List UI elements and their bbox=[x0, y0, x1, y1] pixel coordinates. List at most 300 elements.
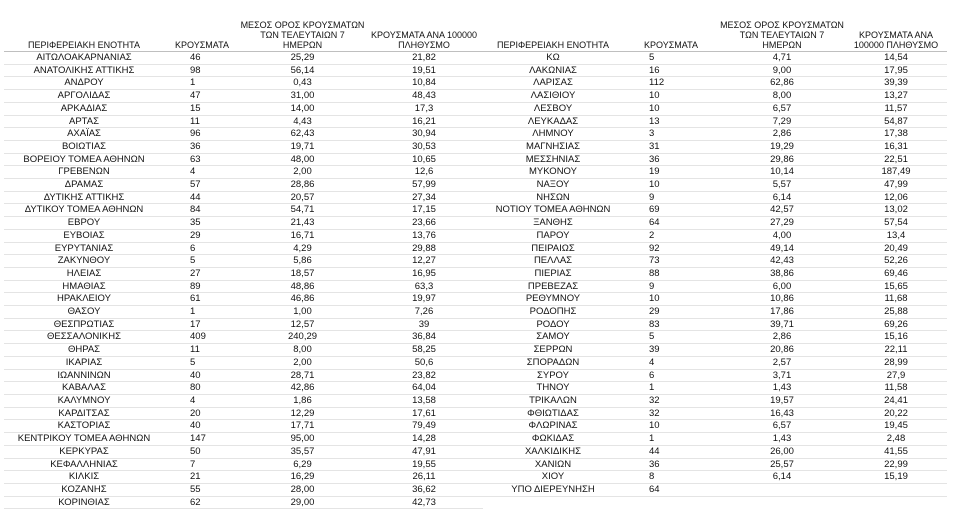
unit-name-cell: ΜΥΚΟΝΟΥ bbox=[483, 166, 623, 179]
unit-name-cell: ΔΡΑΜΑΣ bbox=[4, 179, 164, 192]
cases-cell: 3 bbox=[623, 128, 719, 141]
cases-cell: 89 bbox=[164, 280, 240, 293]
table-row bbox=[4, 293, 483, 306]
per100k-cell: 7,26 bbox=[365, 306, 483, 319]
unit-name-cell: ΛΑΣΙΘΙΟΥ bbox=[483, 90, 623, 103]
cases-cell: 69 bbox=[623, 204, 719, 217]
unit-name-cell: ΑΙΤΩΛΟΑΚΑΡΝΑΝΙΑΣ bbox=[4, 52, 164, 65]
cases-cell: 4 bbox=[164, 394, 240, 407]
unit-name-cell: ΛΗΜΝΟΥ bbox=[483, 128, 623, 141]
header-per100k: ΚΡΟΥΣΜΑΤΑ ΑΝΑ 100000 ΠΛΗΘΥΣΜΟ bbox=[845, 12, 947, 52]
unit-name-cell: ΦΛΩΡΙΝΑΣ bbox=[483, 420, 623, 433]
unit-name-cell: ΖΑΚΥΝΘΟΥ bbox=[4, 255, 164, 268]
per100k-cell: 14,54 bbox=[845, 52, 947, 65]
avg7-cell: 4,43 bbox=[240, 115, 365, 128]
unit-name-cell: ΛΕΣΒΟΥ bbox=[483, 102, 623, 115]
table-row bbox=[483, 166, 947, 179]
table-row bbox=[4, 229, 483, 242]
avg7-cell: 240,29 bbox=[240, 331, 365, 344]
per100k-cell: 13,02 bbox=[845, 204, 947, 217]
table-row bbox=[4, 471, 483, 484]
unit-name-cell: ΙΩΑΝΝΙΝΩΝ bbox=[4, 369, 164, 382]
unit-name-cell: ΒΟΙΩΤΙΑΣ bbox=[4, 140, 164, 153]
table-row bbox=[4, 179, 483, 192]
cases-cell: 6 bbox=[623, 369, 719, 382]
per100k-cell: 63,3 bbox=[365, 280, 483, 293]
unit-name-cell: ΔΥΤΙΚΗΣ ΑΤΤΙΚΗΣ bbox=[4, 191, 164, 204]
cases-cell: 1 bbox=[164, 306, 240, 319]
avg7-cell: 62,86 bbox=[719, 77, 845, 90]
unit-name-cell: ΝΗΣΩΝ bbox=[483, 191, 623, 204]
per100k-cell: 20,49 bbox=[845, 242, 947, 255]
unit-name-cell: ΔΥΤΙΚΟΥ ΤΟΜΕΑ ΑΘΗΝΩΝ bbox=[4, 204, 164, 217]
avg7-cell: 2,86 bbox=[719, 331, 845, 344]
cases-cell: 10 bbox=[623, 102, 719, 115]
per100k-cell: 17,15 bbox=[365, 204, 483, 217]
unit-name-cell: ΚΑΡΔΙΤΣΑΣ bbox=[4, 407, 164, 420]
per100k-cell: 17,38 bbox=[845, 128, 947, 141]
unit-name-cell: ΗΡΑΚΛΕΙΟΥ bbox=[4, 293, 164, 306]
avg7-cell: 1,86 bbox=[240, 394, 365, 407]
per100k-cell: 30,94 bbox=[365, 128, 483, 141]
cases-cell: 5 bbox=[164, 356, 240, 369]
unit-name-cell: ΡΟΔΟΥ bbox=[483, 318, 623, 331]
table-row bbox=[4, 242, 483, 255]
cases-cell: 11 bbox=[164, 115, 240, 128]
cases-cell: 36 bbox=[623, 153, 719, 166]
table-row bbox=[4, 64, 483, 77]
cases-cell: 1 bbox=[623, 433, 719, 446]
avg7-cell: 19,57 bbox=[719, 394, 845, 407]
unit-name-cell: ΑΝΑΤΟΛΙΚΗΣ ΑΤΤΙΚΗΣ bbox=[4, 64, 164, 77]
table-row bbox=[483, 318, 947, 331]
per100k-cell: 13,27 bbox=[845, 90, 947, 103]
cases-cell: 8 bbox=[623, 471, 719, 484]
table-row bbox=[483, 128, 947, 141]
table-row bbox=[483, 382, 947, 395]
table-row bbox=[4, 52, 483, 65]
unit-name-cell: ΓΡΕΒΕΝΩΝ bbox=[4, 166, 164, 179]
avg7-cell: 42,57 bbox=[719, 204, 845, 217]
cases-cell: 5 bbox=[164, 255, 240, 268]
table-row bbox=[483, 191, 947, 204]
avg7-cell: 6,00 bbox=[719, 280, 845, 293]
unit-name-cell: ΜΑΓΝΗΣΙΑΣ bbox=[483, 140, 623, 153]
unit-name-cell: ΛΑΡΙΣΑΣ bbox=[483, 77, 623, 90]
per100k-cell: 14,28 bbox=[365, 433, 483, 446]
avg7-cell: 25,29 bbox=[240, 52, 365, 65]
per100k-cell: 25,88 bbox=[845, 306, 947, 319]
avg7-cell: 12,57 bbox=[240, 318, 365, 331]
table-row bbox=[4, 204, 483, 217]
avg7-cell: 12,29 bbox=[240, 407, 365, 420]
avg7-cell: 7,29 bbox=[719, 115, 845, 128]
cases-cell: 16 bbox=[623, 64, 719, 77]
per100k-cell: 41,55 bbox=[845, 445, 947, 458]
table-row bbox=[4, 90, 483, 103]
table-row bbox=[4, 255, 483, 268]
per100k-cell: 19,51 bbox=[365, 64, 483, 77]
table-header-row bbox=[483, 12, 947, 52]
table-row bbox=[483, 217, 947, 230]
table-row bbox=[483, 369, 947, 382]
per100k-cell: 16,21 bbox=[365, 115, 483, 128]
per100k-cell: 22,51 bbox=[845, 153, 947, 166]
table-header-row bbox=[4, 12, 483, 52]
table-row bbox=[4, 140, 483, 153]
unit-name-cell: ΚΩ bbox=[483, 52, 623, 65]
unit-name-cell: ΚΑΒΑΛΑΣ bbox=[4, 382, 164, 395]
per100k-cell: 187,49 bbox=[845, 166, 947, 179]
cases-cell: 44 bbox=[623, 445, 719, 458]
unit-name-cell: ΘΑΣΟΥ bbox=[4, 306, 164, 319]
header-cases: ΚΡΟΥΣΜΑΤΑ bbox=[623, 12, 719, 52]
unit-name-cell: ΑΝΔΡΟΥ bbox=[4, 77, 164, 90]
table-row bbox=[483, 394, 947, 407]
cases-cell: 9 bbox=[623, 191, 719, 204]
table-row bbox=[4, 267, 483, 280]
per100k-cell: 64,04 bbox=[365, 382, 483, 395]
avg7-cell: 48,00 bbox=[240, 153, 365, 166]
per100k-cell: 20,22 bbox=[845, 407, 947, 420]
per100k-cell: 11,57 bbox=[845, 102, 947, 115]
avg7-cell: 54,71 bbox=[240, 204, 365, 217]
cases-cell: 92 bbox=[623, 242, 719, 255]
table-row bbox=[483, 179, 947, 192]
per100k-cell: 12,6 bbox=[365, 166, 483, 179]
cases-cell: 46 bbox=[164, 52, 240, 65]
per100k-cell: 13,4 bbox=[845, 229, 947, 242]
cases-cell: 84 bbox=[164, 204, 240, 217]
avg7-cell: 2,86 bbox=[719, 128, 845, 141]
cases-cell: 57 bbox=[164, 179, 240, 192]
avg7-cell: 29,86 bbox=[719, 153, 845, 166]
header-per100k: ΚΡΟΥΣΜΑΤΑ ΑΝΑ 100000 ΠΛΗΘΥΣΜΟ bbox=[365, 12, 483, 52]
avg7-cell: 16,43 bbox=[719, 407, 845, 420]
per100k-cell: 23,82 bbox=[365, 369, 483, 382]
cases-cell: 4 bbox=[623, 356, 719, 369]
cases-cell: 10 bbox=[623, 420, 719, 433]
table-row bbox=[4, 433, 483, 446]
unit-name-cell: ΒΟΡΕΙΟΥ ΤΟΜΕΑ ΑΘΗΝΩΝ bbox=[4, 153, 164, 166]
per100k-cell: 54,87 bbox=[845, 115, 947, 128]
unit-name-cell: ΑΡΤΑΣ bbox=[4, 115, 164, 128]
table-row bbox=[483, 420, 947, 433]
avg7-cell: 29,00 bbox=[240, 496, 365, 509]
cases-cell: 11 bbox=[164, 344, 240, 357]
table-row bbox=[483, 293, 947, 306]
unit-name-cell: ΑΡΚΑΔΙΑΣ bbox=[4, 102, 164, 115]
table-row bbox=[4, 458, 483, 471]
table-row bbox=[483, 255, 947, 268]
unit-name-cell: ΤΗΝΟΥ bbox=[483, 382, 623, 395]
avg7-cell: 6,14 bbox=[719, 471, 845, 484]
per100k-cell: 16,95 bbox=[365, 267, 483, 280]
table-row bbox=[483, 90, 947, 103]
table-row bbox=[483, 153, 947, 166]
per100k-cell: 19,55 bbox=[365, 458, 483, 471]
per100k-cell: 13,76 bbox=[365, 229, 483, 242]
per100k-cell: 21,82 bbox=[365, 52, 483, 65]
table-row bbox=[483, 52, 947, 65]
unit-name-cell: ΚΟΡΙΝΘΙΑΣ bbox=[4, 496, 164, 509]
per100k-cell: 12,06 bbox=[845, 191, 947, 204]
table-row bbox=[4, 77, 483, 90]
avg7-cell: 6,14 bbox=[719, 191, 845, 204]
table-row bbox=[483, 204, 947, 217]
per100k-cell bbox=[845, 483, 947, 496]
cases-cell: 40 bbox=[164, 420, 240, 433]
avg7-cell: 20,86 bbox=[719, 344, 845, 357]
unit-name-cell: ΧΙΟΥ bbox=[483, 471, 623, 484]
cases-cell: 31 bbox=[623, 140, 719, 153]
unit-name-cell: ΠΡΕΒΕΖΑΣ bbox=[483, 280, 623, 293]
cases-cell: 21 bbox=[164, 471, 240, 484]
cases-cell: 36 bbox=[164, 140, 240, 153]
per100k-cell: 52,26 bbox=[845, 255, 947, 268]
cases-cell: 6 bbox=[164, 242, 240, 255]
per100k-cell: 19,97 bbox=[365, 293, 483, 306]
avg7-cell: 6,29 bbox=[240, 458, 365, 471]
cases-cell: 409 bbox=[164, 331, 240, 344]
avg7-cell bbox=[719, 483, 845, 496]
cases-cell: 61 bbox=[164, 293, 240, 306]
avg7-cell: 8,00 bbox=[719, 90, 845, 103]
avg7-cell: 4,71 bbox=[719, 52, 845, 65]
unit-name-cell: ΥΠΟ ΔΙΕΡΕΥΝΗΣΗ bbox=[483, 483, 623, 496]
table-row bbox=[483, 331, 947, 344]
per100k-cell: 22,99 bbox=[845, 458, 947, 471]
table-row bbox=[4, 331, 483, 344]
per100k-cell: 2,48 bbox=[845, 433, 947, 446]
per100k-cell: 69,46 bbox=[845, 267, 947, 280]
cases-cell: 29 bbox=[623, 306, 719, 319]
unit-name-cell: ΡΕΘΥΜΝΟΥ bbox=[483, 293, 623, 306]
avg7-cell: 21,43 bbox=[240, 217, 365, 230]
per100k-cell: 10,65 bbox=[365, 153, 483, 166]
table-row bbox=[483, 407, 947, 420]
table-row bbox=[483, 280, 947, 293]
unit-name-cell: ΠΕΛΛΑΣ bbox=[483, 255, 623, 268]
table-row bbox=[483, 77, 947, 90]
avg7-cell: 49,14 bbox=[719, 242, 845, 255]
unit-name-cell: ΣΥΡΟΥ bbox=[483, 369, 623, 382]
table-body-left bbox=[4, 52, 483, 509]
table-row bbox=[4, 153, 483, 166]
avg7-cell: 0,43 bbox=[240, 77, 365, 90]
table-row bbox=[483, 229, 947, 242]
table-row bbox=[483, 458, 947, 471]
unit-name-cell: ΗΜΑΘΙΑΣ bbox=[4, 280, 164, 293]
unit-name-cell: ΦΘΙΩΤΙΔΑΣ bbox=[483, 407, 623, 420]
per100k-cell: 48,43 bbox=[365, 90, 483, 103]
cases-cell: 64 bbox=[623, 217, 719, 230]
cases-cell: 19 bbox=[623, 166, 719, 179]
table-row bbox=[483, 242, 947, 255]
table-row bbox=[4, 356, 483, 369]
avg7-cell: 19,29 bbox=[719, 140, 845, 153]
avg7-cell: 38,86 bbox=[719, 267, 845, 280]
avg7-cell: 18,57 bbox=[240, 267, 365, 280]
per100k-cell: 17,3 bbox=[365, 102, 483, 115]
avg7-cell: 8,00 bbox=[240, 344, 365, 357]
unit-name-cell: ΕΒΡΟΥ bbox=[4, 217, 164, 230]
avg7-cell: 10,14 bbox=[719, 166, 845, 179]
cases-cell: 40 bbox=[164, 369, 240, 382]
avg7-cell: 9,00 bbox=[719, 64, 845, 77]
cases-table-left bbox=[4, 12, 483, 509]
cases-cell: 10 bbox=[623, 293, 719, 306]
cases-cell: 15 bbox=[164, 102, 240, 115]
cases-cell: 44 bbox=[164, 191, 240, 204]
avg7-cell: 2,00 bbox=[240, 356, 365, 369]
unit-name-cell: ΚΙΛΚΙΣ bbox=[4, 471, 164, 484]
unit-name-cell: ΑΧΑΪΑΣ bbox=[4, 128, 164, 141]
per100k-cell: 12,27 bbox=[365, 255, 483, 268]
table-row bbox=[4, 280, 483, 293]
unit-name-cell: ΘΕΣΠΡΩΤΙΑΣ bbox=[4, 318, 164, 331]
avg7-cell: 42,43 bbox=[719, 255, 845, 268]
per100k-cell: 27,34 bbox=[365, 191, 483, 204]
avg7-cell: 56,14 bbox=[240, 64, 365, 77]
unit-name-cell: ΦΩΚΙΔΑΣ bbox=[483, 433, 623, 446]
per100k-cell: 13,58 bbox=[365, 394, 483, 407]
avg7-cell: 16,71 bbox=[240, 229, 365, 242]
table-row bbox=[4, 306, 483, 319]
avg7-cell: 2,57 bbox=[719, 356, 845, 369]
cases-cell: 10 bbox=[623, 90, 719, 103]
avg7-cell: 42,86 bbox=[240, 382, 365, 395]
per100k-cell: 57,54 bbox=[845, 217, 947, 230]
per100k-cell: 28,99 bbox=[845, 356, 947, 369]
per100k-cell: 29,88 bbox=[365, 242, 483, 255]
cases-cell: 2 bbox=[623, 229, 719, 242]
avg7-cell: 31,00 bbox=[240, 90, 365, 103]
avg7-cell: 19,71 bbox=[240, 140, 365, 153]
cases-cell: 35 bbox=[164, 217, 240, 230]
table-row bbox=[4, 445, 483, 458]
table-row bbox=[4, 394, 483, 407]
per100k-cell: 24,41 bbox=[845, 394, 947, 407]
per100k-cell: 11,58 bbox=[845, 382, 947, 395]
unit-name-cell: ΠΑΡΟΥ bbox=[483, 229, 623, 242]
table-row bbox=[4, 128, 483, 141]
avg7-cell: 27,29 bbox=[719, 217, 845, 230]
cases-cell: 80 bbox=[164, 382, 240, 395]
table-row bbox=[4, 382, 483, 395]
avg7-cell: 5,86 bbox=[240, 255, 365, 268]
per100k-cell: 10,84 bbox=[365, 77, 483, 90]
table-row bbox=[4, 344, 483, 357]
unit-name-cell: ΚΑΣΤΟΡΙΑΣ bbox=[4, 420, 164, 433]
per100k-cell: 69,26 bbox=[845, 318, 947, 331]
table-row bbox=[483, 115, 947, 128]
cases-cell: 1 bbox=[623, 382, 719, 395]
avg7-cell: 25,57 bbox=[719, 458, 845, 471]
per100k-cell: 23,66 bbox=[365, 217, 483, 230]
cases-cell: 98 bbox=[164, 64, 240, 77]
avg7-cell: 3,71 bbox=[719, 369, 845, 382]
cases-cell: 39 bbox=[623, 344, 719, 357]
unit-name-cell: ΧΑΝΙΩΝ bbox=[483, 458, 623, 471]
table-row bbox=[4, 217, 483, 230]
avg7-cell: 1,43 bbox=[719, 382, 845, 395]
per100k-cell: 57,99 bbox=[365, 179, 483, 192]
unit-name-cell: ΗΛΕΙΑΣ bbox=[4, 267, 164, 280]
unit-name-cell: ΡΟΔΟΠΗΣ bbox=[483, 306, 623, 319]
per100k-cell: 15,19 bbox=[845, 471, 947, 484]
per100k-cell: 19,45 bbox=[845, 420, 947, 433]
per100k-cell: 17,61 bbox=[365, 407, 483, 420]
avg7-cell: 1,00 bbox=[240, 306, 365, 319]
table-row bbox=[4, 191, 483, 204]
unit-name-cell: ΝΟΤΙΟΥ ΤΟΜΕΑ ΑΘΗΝΩΝ bbox=[483, 204, 623, 217]
unit-name-cell: ΠΙΕΡΙΑΣ bbox=[483, 267, 623, 280]
cases-cell: 36 bbox=[623, 458, 719, 471]
unit-name-cell: ΚΕΡΚΥΡΑΣ bbox=[4, 445, 164, 458]
cases-cell: 64 bbox=[623, 483, 719, 496]
unit-name-cell: ΕΥΒΟΙΑΣ bbox=[4, 229, 164, 242]
avg7-cell: 4,00 bbox=[719, 229, 845, 242]
cases-cell: 112 bbox=[623, 77, 719, 90]
per100k-cell: 39 bbox=[365, 318, 483, 331]
header-avg7: ΜΕΣΟΣ ΟΡΟΣ ΚΡΟΥΣΜΑΤΩΝ ΤΩΝ ΤΕΛΕΥΤΑΙΩΝ 7 ΗΜΕΡΩΝ bbox=[719, 12, 845, 52]
per100k-cell: 50,6 bbox=[365, 356, 483, 369]
unit-name-cell: ΙΚΑΡΙΑΣ bbox=[4, 356, 164, 369]
avg7-cell: 46,86 bbox=[240, 293, 365, 306]
cases-cell: 32 bbox=[623, 407, 719, 420]
unit-name-cell: ΑΡΓΟΛΙΔΑΣ bbox=[4, 90, 164, 103]
header-cases: ΚΡΟΥΣΜΑΤΑ bbox=[164, 12, 240, 52]
header-avg7: ΜΕΣΟΣ ΟΡΟΣ ΚΡΟΥΣΜΑΤΩΝ ΤΩΝ ΤΕΛΕΥΤΑΙΩΝ 7 ΗΜΕΡΩΝ bbox=[240, 12, 365, 52]
unit-name-cell: ΝΑΞΟΥ bbox=[483, 179, 623, 192]
cases-cell: 29 bbox=[164, 229, 240, 242]
unit-name-cell: ΚΑΛΥΜΝΟΥ bbox=[4, 394, 164, 407]
avg7-cell: 17,86 bbox=[719, 306, 845, 319]
per100k-cell: 15,16 bbox=[845, 331, 947, 344]
table-row bbox=[4, 318, 483, 331]
cases-cell: 62 bbox=[164, 496, 240, 509]
table-row bbox=[4, 115, 483, 128]
table-row bbox=[4, 496, 483, 509]
avg7-cell: 48,86 bbox=[240, 280, 365, 293]
per100k-cell: 16,31 bbox=[845, 140, 947, 153]
per100k-cell: 11,68 bbox=[845, 293, 947, 306]
unit-name-cell: ΣΑΜΟΥ bbox=[483, 331, 623, 344]
table-row bbox=[483, 344, 947, 357]
cases-table-right bbox=[483, 12, 947, 497]
table-row bbox=[4, 369, 483, 382]
cases-cell: 10 bbox=[623, 179, 719, 192]
per100k-cell: 36,62 bbox=[365, 483, 483, 496]
table-row bbox=[4, 102, 483, 115]
avg7-cell: 62,43 bbox=[240, 128, 365, 141]
cases-cell: 55 bbox=[164, 483, 240, 496]
per100k-cell: 26,11 bbox=[365, 471, 483, 484]
per100k-cell: 58,25 bbox=[365, 344, 483, 357]
avg7-cell: 39,71 bbox=[719, 318, 845, 331]
unit-name-cell: ΕΥΡΥΤΑΝΙΑΣ bbox=[4, 242, 164, 255]
avg7-cell: 20,57 bbox=[240, 191, 365, 204]
unit-name-cell: ΚΕΦΑΛΛΗΝΙΑΣ bbox=[4, 458, 164, 471]
cases-cell: 50 bbox=[164, 445, 240, 458]
avg7-cell: 1,43 bbox=[719, 433, 845, 446]
table-row bbox=[483, 483, 947, 496]
avg7-cell: 6,57 bbox=[719, 420, 845, 433]
cases-cell: 7 bbox=[164, 458, 240, 471]
cases-cell: 63 bbox=[164, 153, 240, 166]
per100k-cell: 15,65 bbox=[845, 280, 947, 293]
